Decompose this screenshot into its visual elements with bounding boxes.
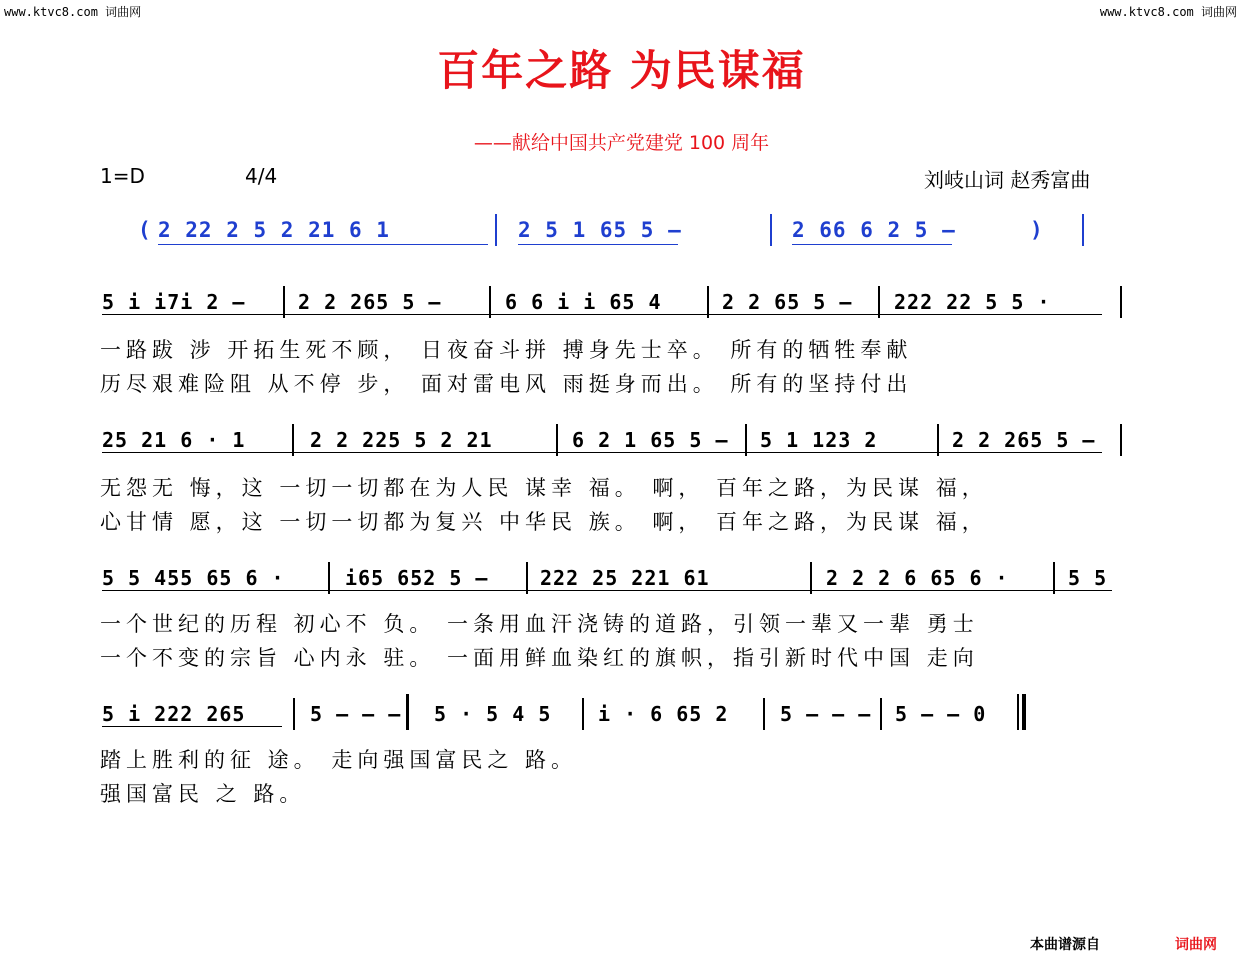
barline [1120,286,1122,318]
intro-measure-3: 2 66 6 2 5 — [792,218,956,242]
measure: 2 2 265 5 — [952,428,1096,452]
credits: 刘岐山词 赵秀富曲 [924,168,1091,192]
beam-line [518,244,678,245]
watermark-right: www.ktvc8.com 词曲网 [1099,5,1237,19]
final-barline-thin [1017,694,1019,730]
measure: 6 2 1 65 5 — [572,428,729,452]
measure: 2 2 265 5 — [298,290,442,314]
song-subtitle: ——献给中国共产党建党 100 周年 [473,132,770,154]
intro-measure-1: 2 22 2 5 2 21 6 1 [158,218,390,242]
measure: 5 — — — [780,702,872,726]
barline [582,698,584,730]
measure: 6 6 i i 65 4 [505,290,662,314]
measure: 5 — — 0 [895,702,987,726]
measure: 5 i 222 265 [102,702,246,726]
intro-measure-2: 2 5 1 65 5 — [518,218,682,242]
barline [1082,214,1084,246]
measure: 5 · 5 4 5 [434,702,552,726]
measure: 5 — — — [310,702,402,726]
beam-line [102,590,1112,591]
intro-open-paren: ( [138,218,152,242]
time-signature: 4/4 [245,164,278,188]
source-note: 本曲谱源自 [1030,937,1100,953]
watermark-left: www.ktvc8.com 词曲网 [4,5,142,19]
repeat-barline [406,694,409,730]
measure: 2 2 65 5 — [722,290,853,314]
beam-line [102,314,1102,315]
measure: i · 6 65 2 [598,702,729,726]
song-title: 百年之路 为民谋福 [437,46,806,95]
brand-logo: 词曲网 [1175,937,1217,953]
key-signature: 1=D [100,164,145,188]
measure: 5 i i7i 2 — [102,290,246,314]
beam-line [792,244,952,245]
lyric-verse-1: 无怨无 悔，这 一切一切都在为人民 谋幸 福。 啊， 百年之路，为民谋 福， [100,476,988,500]
measure: 2 2 225 5 2 21 [310,428,493,452]
lyric-verse-2: 一个不变的宗旨 心内永 驻。 一面用鲜血染红的旗帜，指引新时代中国 走向 [100,646,979,670]
lyric-verse-2: 强国富民 之 路。 [100,782,306,806]
lyric-verse-1: 踏上胜利的征 途。 走向强国富民之 路。 [100,748,578,772]
measure: 5 1 123 2 [760,428,878,452]
barline [770,214,772,246]
beam-line [102,726,282,727]
beam-line [158,244,488,245]
barline [293,698,295,730]
measure: 5 5 [1068,566,1108,590]
measure: 222 22 5 5 · [894,290,1051,314]
measure: 5 5 455 65 6 · [102,566,285,590]
final-barline-thick [1022,694,1026,730]
lyric-verse-2: 心甘情 愿，这 一切一切都为复兴 中华民 族。 啊， 百年之路，为民谋 福， [100,510,988,534]
barline [763,698,765,730]
lyric-verse-2: 历尽艰难险阻 从不停 步， 面对雷电风 雨挺身而出。 所有的坚持付出 [100,372,913,396]
measure: i65 652 5 — [345,566,489,590]
beam-line [102,452,1102,453]
barline [880,698,882,730]
barline [1120,424,1122,456]
measure: 222 25 221 61 [540,566,710,590]
intro-close-paren: ) [1030,218,1044,242]
barline [495,214,497,246]
measure: 2 2 2 6 65 6 · [826,566,1009,590]
measure: 25 21 6 · 1 [102,428,246,452]
lyric-verse-1: 一路跋 涉 开拓生死不顾， 日夜奋斗拼 搏身先士卒。 所有的牺牲奉献 [100,338,913,362]
lyric-verse-1: 一个世纪的历程 初心不 负。 一条用血汗浇铸的道路，引领一辈又一辈 勇士 [100,612,979,636]
